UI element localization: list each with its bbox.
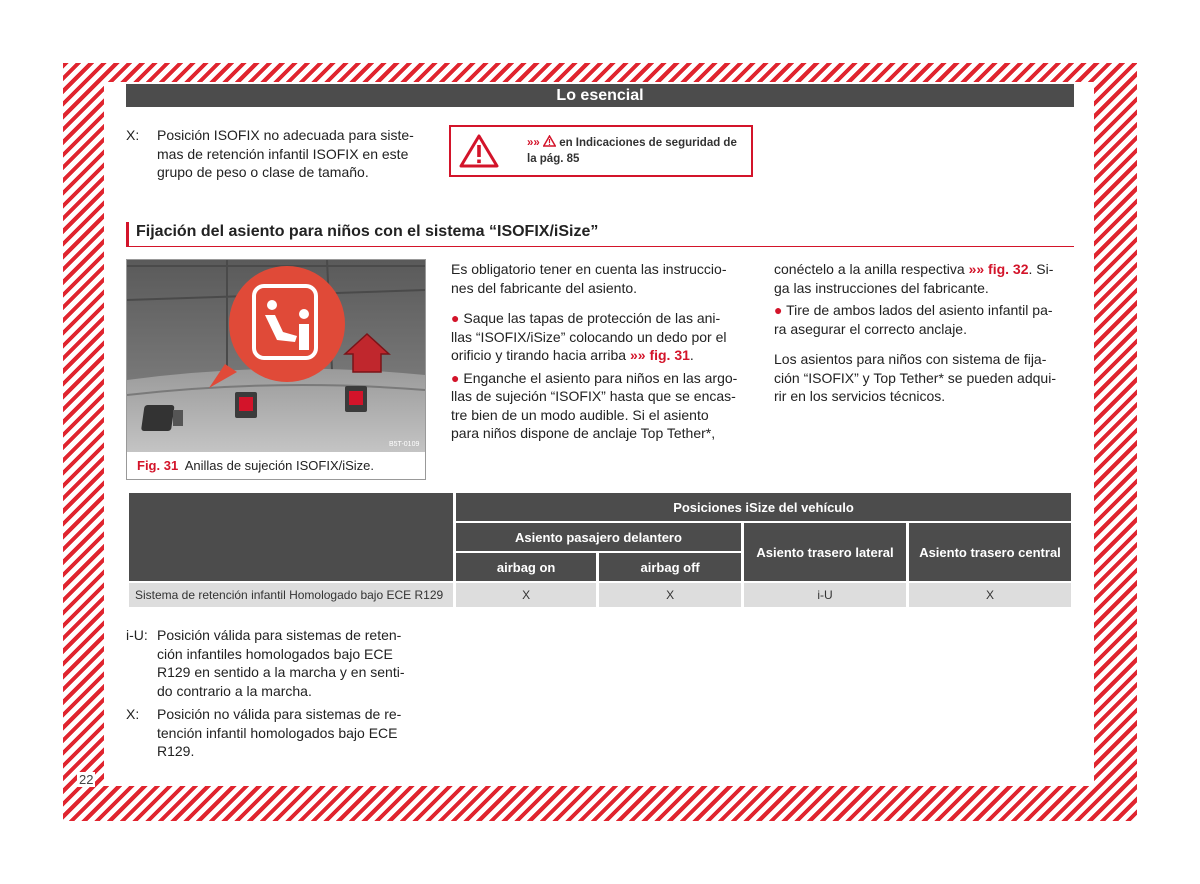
table-header-airbag-off: airbag off: [599, 553, 741, 581]
table-cell-label: Sistema de retención infantil Homologado bajo ECE R129: [129, 583, 453, 607]
table-header-rear-lateral: Asiento trasero lateral: [744, 523, 906, 581]
figure-caption: [137, 458, 374, 473]
table-header-rear-central: Asiento trasero central: [909, 523, 1071, 581]
isize-positions-table: [126, 491, 1074, 609]
warning-triangle-icon: [459, 133, 499, 169]
bullet-engage-seat: ● Enganche el asiento para niños en las argo- llas de sujeción “ISOFIX” hasta que se encas- tre bien de un modo audible. Si el asiento para niños dispone de anclaje Top Tether*,: [451, 369, 738, 441]
bullet-text: Saque las tapas de protección de las ani- llas “ISOFIX/iSize” colocando un dedo por el orificio y tirando hacia arriba: [451, 310, 727, 363]
section-title: Fijación del asiento para niños con el sistema “ISOFIX/iSize”: [136, 223, 599, 240]
continuation-text: conéctelo a la anilla respectiva: [774, 261, 969, 277]
purchase-paragraph: Los asientos para niños con sistema de fija- ción “ISOFIX” y Top Tether* se pueden adqui- rir en los servicios técnicos.: [774, 351, 1056, 404]
section-accent-bar: [126, 222, 129, 246]
table-cell-airbag-on: X: [456, 583, 596, 607]
list-item: [126, 126, 426, 182]
definition-desc: Posición ISOFIX no adecuada para siste- mas de retención infantil ISOFIX en este grupo de peso o clase de tamaño.: [157, 127, 414, 180]
table-group-header: Posiciones iSize del vehículo: [456, 493, 1071, 521]
text-column-2: [774, 260, 1074, 418]
table-row: [129, 583, 1071, 607]
warning-box: [449, 125, 753, 177]
definition-term: i-U:: [126, 627, 148, 643]
table-cell-airbag-off: X: [599, 583, 741, 607]
definition-desc: Posición válida para sistemas de reten- ción infantiles homologados bajo ECE R129 en sentido a la marcha y en senti- do contrario a la marcha.: [157, 627, 405, 699]
bullet-text: Tire de ambos lados del asiento infantil pa- ra asegurar el correcto anclaje.: [774, 302, 1053, 337]
isofix-anchor-illustration: [127, 260, 425, 452]
list-item: [126, 705, 426, 761]
small-warning-icon: [543, 135, 556, 147]
text-column-1: [451, 260, 751, 455]
fig32-reference-link[interactable]: fig. 32: [988, 261, 1029, 277]
warning-link-text[interactable]: en Indicaciones de seguridad de la pág. 85: [527, 137, 737, 165]
chevron-icon: »»: [527, 137, 540, 149]
table-header-airbag-on: airbag on: [456, 553, 596, 581]
bottom-definition-list: [126, 626, 426, 766]
definition-term: X:: [126, 127, 140, 143]
figure-caption-text: Anillas de sujeción ISOFIX/iSize.: [184, 458, 375, 473]
page-number: 22: [79, 772, 94, 787]
definition-desc: Posición no válida para sistemas de re- tención infantil homologados bajo ECE R129.: [157, 706, 402, 759]
definition-term: X:: [126, 706, 140, 722]
figure-31: [126, 259, 426, 480]
bullet-pull-seat: ● Tire de ambos lados del asiento infantil pa- ra asegurar el correcto anclaje.: [774, 302, 1053, 337]
section-heading: [126, 222, 1074, 247]
continuation-text-end: . Si- ga las instrucciones del fabricante.: [774, 261, 1054, 296]
list-item: [126, 626, 426, 700]
table-header-front-passenger: Asiento pasajero delantero: [456, 523, 741, 551]
intro-paragraph: Es obligatorio tener en cuenta las instruccio- nes del fabricante del asiento.: [451, 261, 727, 296]
bullet-text: Enganche el asiento para niños en las argo- llas de sujeción “ISOFIX” hasta que se encas- tre bien de un modo audible. Si el asiento para niños dispone de anclaje Top Tether*,: [451, 369, 738, 441]
fig31-reference-link[interactable]: fig. 31: [649, 347, 690, 363]
table-corner-cell: [129, 493, 453, 581]
continuation-paragraph: conéctelo a la anilla respectiva »» fig. 32. Si- ga las instrucciones del fabricante.: [774, 261, 1054, 296]
top-definition-list: [126, 126, 426, 187]
figure-code: B5T-0109: [389, 441, 420, 448]
table-cell-rear-central: X: [909, 583, 1071, 607]
warning-text: [527, 135, 743, 167]
figure-label: Fig. 31: [137, 458, 179, 473]
page-header: Lo esencial: [126, 84, 1074, 107]
table-cell-rear-lateral: i-U: [744, 583, 906, 607]
bullet-remove-covers: ● Saque las tapas de protección de las ani- llas “ISOFIX/iSize” colocando un dedo por el orificio y tirando hacia arriba »» fig. 31.: [451, 310, 727, 363]
